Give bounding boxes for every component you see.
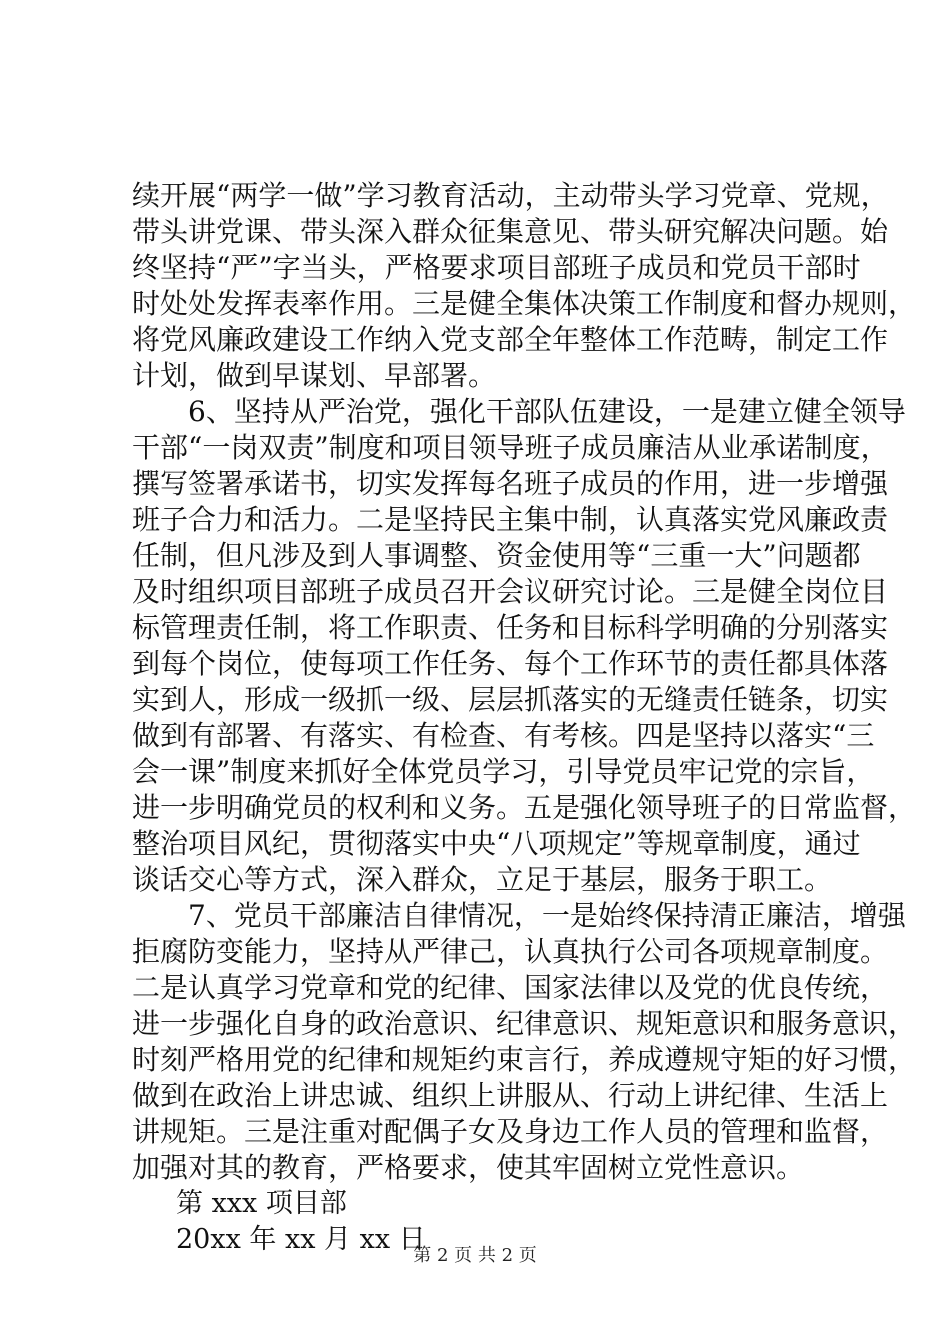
body-line: 干部“一岗双责”制度和项目领导班子成员廉洁从业承诺制度，	[132, 431, 889, 464]
body-line: 谈话交心等方式，深入群众，立足于基层，服务于职工。	[132, 863, 833, 896]
signature-organization: 第 xxx 项目部	[176, 1188, 347, 1219]
page-footer: 第 2 页 共 2 页	[413, 1245, 537, 1266]
body-line: 带头讲党课、带头深入群众征集意见、带头研究解决问题。始	[132, 215, 889, 248]
body-line: 会一课”制度来抓好全体党员学习，引导党员牢记党的宗旨，	[132, 755, 875, 788]
body-line: 整治项目风纪，贯彻落实中央“八项规定”等规章制度，通过	[132, 827, 861, 860]
body-line: 班子合力和活力。二是坚持民主集中制，认真落实党风廉政责	[132, 503, 889, 536]
body-line: 将党风廉政建设工作纳入党支部全年整体工作范畴，制定工作	[132, 323, 889, 356]
body-line: 6、坚持从严治党，强化干部队伍建设，一是建立健全领导	[132, 395, 906, 428]
body-line: 及时组织项目部班子成员召开会议研究讨论。三是健全岗位目	[132, 575, 889, 608]
body-line: 实到人，形成一级抓一级、层层抓落实的无缝责任链条，切实	[132, 683, 889, 716]
body-line: 进一步强化自身的政治意识、纪律意识、规矩意识和服务意识，	[132, 1007, 917, 1040]
body-line: 时处处发挥表率作用。三是健全集体决策工作制度和督办规则，	[132, 287, 917, 320]
body-line: 做到在政治上讲忠诚、组织上讲服从、行动上讲纪律、生活上	[132, 1079, 889, 1112]
body-line: 做到有部署、有落实、有检查、有考核。四是坚持以落实“三	[132, 719, 875, 752]
body-line: 到每个岗位，使每项工作任务、每个工作环节的责任都具体落	[132, 647, 889, 680]
body-line: 拒腐防变能力，坚持从严律己，认真执行公司各项规章制度。	[132, 935, 889, 968]
body-line: 标管理责任制，将工作职责、任务和目标科学明确的分别落实	[132, 611, 889, 644]
body-line: 终坚持“严”字当头，严格要求项目部班子成员和党员干部时	[132, 251, 861, 284]
body-line: 进一步明确党员的权利和义务。五是强化领导班子的日常监督，	[132, 791, 917, 824]
body-line: 续开展“两学一做”学习教育活动，主动带头学习党章、党规，	[132, 179, 889, 212]
body-line: 计划，做到早谋划、早部署。	[132, 359, 497, 392]
body-line: 时刻严格用党的纪律和规矩约束言行，养成遵规守矩的好习惯，	[132, 1043, 917, 1076]
body-line: 加强对其的教育，严格要求，使其牢固树立党性意识。	[132, 1151, 805, 1184]
body-line: 讲规矩。三是注重对配偶子女及身边工作人员的管理和监督，	[132, 1115, 889, 1148]
body-line: 撰写签署承诺书，切实发挥每名班子成员的作用，进一步增强	[132, 467, 889, 500]
body-line: 二是认真学习党章和党的纪律、国家法律以及党的优良传统，	[132, 971, 889, 1004]
body-line: 任制，但凡涉及到人事调整、资金使用等“三重一大”问题都	[132, 539, 861, 572]
signature-date: 20xx 年 xx 月 xx 日	[176, 1224, 426, 1255]
body-line: 7、党员干部廉洁自律情况，一是始终保持清正廉洁，增强	[132, 899, 906, 932]
